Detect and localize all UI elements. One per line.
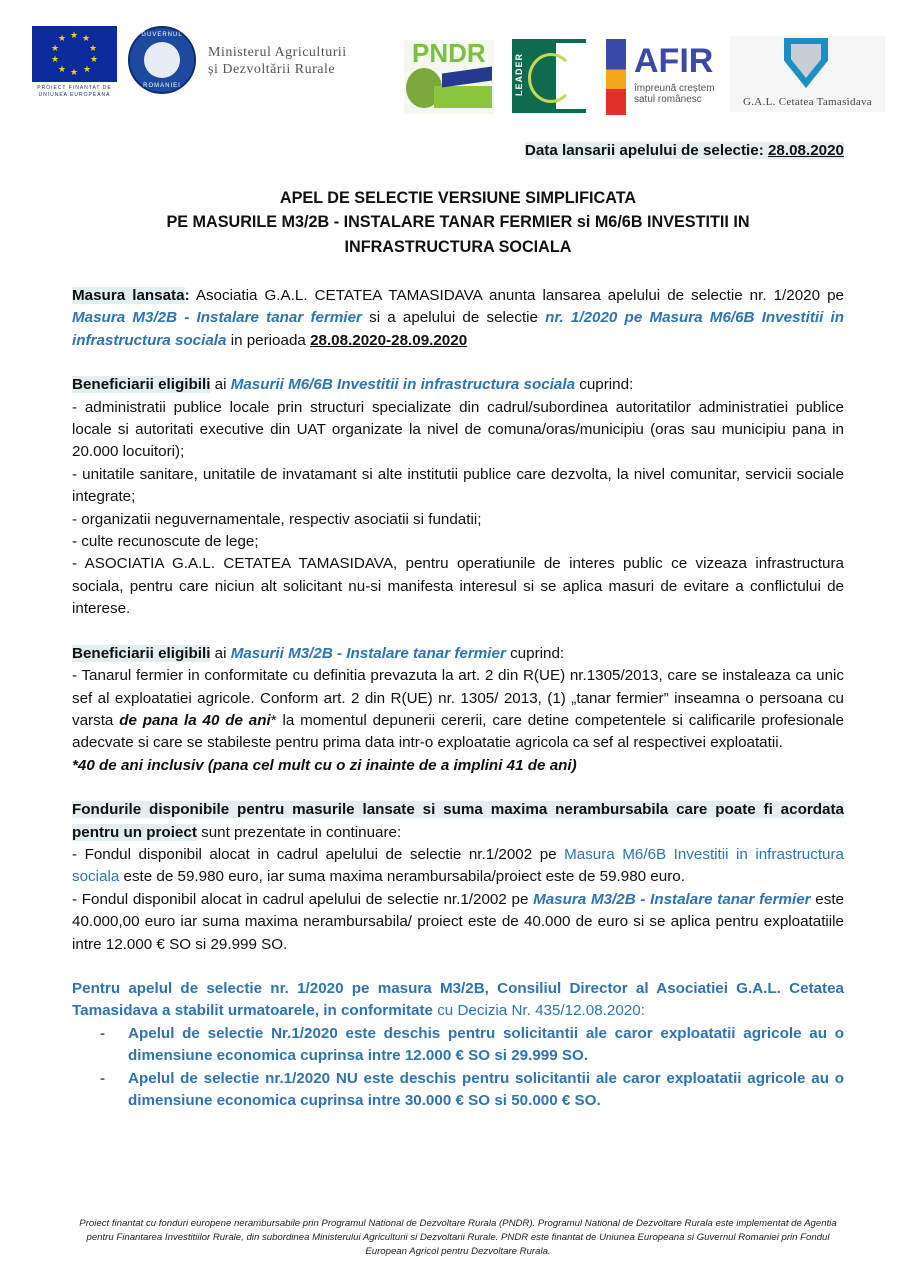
ministerul-agriculturii-logo bbox=[208, 44, 347, 78]
colon: : bbox=[184, 287, 190, 304]
text: ai bbox=[210, 644, 231, 662]
text: este 40.000,00 euro iar suma maxima nerambursabila/ proiect este de 40.000 de euro si se aplica pentru exploatatiile intre 12.000 € SO si 29.999 SO. bbox=[72, 890, 844, 953]
pndr-logo bbox=[404, 40, 494, 114]
leader-logo bbox=[512, 39, 586, 113]
text: si a apelului de selectie bbox=[361, 309, 546, 327]
ministry-line2: și Dezvoltării Rurale bbox=[208, 62, 336, 77]
gal-cetatea-tamasidava-logo bbox=[730, 36, 885, 112]
text: - Fondul disponibil alocat in cadrul apelului de selectie nr.1/2002 pe bbox=[72, 845, 565, 863]
afir-bars-icon bbox=[606, 39, 626, 115]
measure-m6-name: Masura M6/6B Investitii in infrastructura sociala bbox=[72, 845, 844, 886]
decision-reference: cu Decizia Nr. 435/12.08.2020: bbox=[437, 1002, 645, 1020]
launch-date-line bbox=[72, 140, 844, 162]
text: * la momentul depunerii cererii, care detine competentele si calificarile profesionale adecvate si care se stabileste pentru prima data intr-o exploatatie agricola ca sef al respectivei exploatatii. bbox=[72, 711, 844, 752]
text: - Fondul disponibil alocat in cadrul apelului de selectie nr.1/2002 pe bbox=[72, 890, 534, 908]
beneficiary-item: - culte recunoscute de lege; bbox=[72, 533, 259, 551]
afir-text: AFIR bbox=[634, 42, 714, 80]
beneficiary-item: - administratii publice locale prin structuri specializate din cadrul/subordinea autoritatilor administratiei publice locale si autoritati executive din UAT organizate la nivel de comuna/oras/municipiu (oras sau municipiu pana in 20.000 locuitori); bbox=[72, 398, 844, 461]
beneficiary-item: - ASOCIATIA G.A.L. CETATEA TAMASIDAVA, pentru operatiunile de interes public ce vizeaza infrastructura sociala, pentru care niciun alt solicitant nu-si manifesta interesul si se aplica masuri de evitare a conflictului de interese. bbox=[72, 555, 844, 618]
text: este de 59.980 euro, iar suma maxima nerambursabila/proiect este de 59.980 euro. bbox=[119, 868, 685, 886]
header-logos bbox=[0, 18, 898, 108]
measure-m3-name: Masurii M3/2B - Instalare tanar fermier bbox=[230, 644, 506, 662]
beneficiaries-m6-heading bbox=[72, 374, 844, 396]
bullet-dash: - bbox=[100, 1024, 106, 1042]
afir-logo bbox=[606, 39, 724, 115]
text: - Tanarul fermier in conformitate cu definitia prevazuta la art. 2 din R(UE) nr.1305/2013, care se instaleaza ca unic sef al exploatatiei agricole. Conform art. 2 din R(UE) nr. 1305/ 2013, (1) „tanar fermier” inseamna o persoana cu varsta bbox=[72, 667, 844, 729]
beneficiaries-label: Beneficiarii eligibili bbox=[72, 644, 211, 662]
young-farmer-definition bbox=[72, 665, 844, 755]
decision-list bbox=[72, 1023, 844, 1113]
beneficiary-item: - organizatii neguvernamentale, respectiv asociatii si fundatii; bbox=[72, 510, 482, 528]
call-period: 28.08.2020-28.09.2020 bbox=[310, 331, 468, 349]
decision-item bbox=[72, 1068, 844, 1113]
leader-seed-icon bbox=[528, 53, 574, 103]
beneficiaries-label: Beneficiarii eligibili bbox=[72, 376, 211, 394]
footer-note: Proiect finantat cu fonduri europene nerambursabile prin Programul National de Dezvoltare Rurala (PNDR). Programul National de Dezvoltare Rurala este implementat de Agentia pentru Finantarea Investitiilor Rurale, din subordinea Ministerului Agriculturii si Dezvoltarii Rurale. PNDR este finantat de Uniunea Europeana si Guvernul Romaniei prin Fondul European Agricol pentru Dezvoltare Rurala. bbox=[79, 1218, 837, 1257]
launch-date-value: 28.08.2020 bbox=[767, 142, 844, 159]
leader-text: LEADER bbox=[514, 53, 524, 97]
afir-tagline bbox=[634, 83, 715, 105]
text: cuprind: bbox=[505, 644, 565, 662]
decision-item bbox=[72, 1023, 844, 1068]
measure-m3-link: Masura M3/2B - Instalare tanar fermier bbox=[72, 309, 362, 327]
age-footnote: *40 de ani inclusiv (pana cel mult cu o zi inainte de a implini 41 de ani) bbox=[72, 756, 577, 774]
road-icon bbox=[442, 66, 492, 87]
funds-m6-item bbox=[72, 844, 844, 889]
text: cuprind: bbox=[575, 376, 634, 394]
beneficiaries-m3-heading bbox=[72, 643, 844, 665]
document-body bbox=[72, 285, 844, 1112]
measure-m3-name: Masura M3/2B - Instalare tanar fermier bbox=[533, 890, 811, 908]
title-line-3: INFRASTRUCTURA SOCIALA bbox=[344, 237, 572, 256]
age-limit: de pana la 40 de ani bbox=[119, 711, 271, 729]
gov-text-bottom: ROMANIEI bbox=[143, 83, 181, 89]
funds-label: Fondurile disponibile pentru masurile lansate si suma maxima nerambursabila care poate fi acordata pentru un proiect bbox=[72, 801, 844, 841]
eu-caption: PROIECT FINANTAT DE UNIUNEA EUROPEANA bbox=[37, 85, 112, 98]
text: sunt prezentate in continuare: bbox=[196, 823, 402, 841]
text: in perioada bbox=[226, 331, 311, 349]
title-line-1: APEL DE SELECTIE VERSIUNE SIMPLIFICATA bbox=[279, 189, 637, 207]
page-title bbox=[72, 186, 844, 259]
eu-flag-logo bbox=[32, 26, 117, 100]
text: Pentru apelul de selectie nr. 1/2020 pe masura M3/2B, Consiliul Director al Asociatiei G.A.L. Cetatea Tamasidava a stabilit urmatoarele, in conformitate bbox=[72, 979, 844, 1020]
title-line-2: PE MASURILE M3/2B - INSTALARE TANAR FERMIER si M6/6B INVESTITII IN bbox=[166, 213, 750, 232]
afir-tagline-2: satul românesc bbox=[634, 94, 702, 105]
measure-launched-paragraph bbox=[72, 285, 844, 352]
ministry-line1: Ministerul Agriculturii bbox=[208, 45, 347, 60]
text: ai bbox=[210, 376, 231, 394]
decision-item-text: Apelul de selectie nr.1/2020 NU este deschis pentru solicitantii ale caror exploatatii agricole au o dimensiune economica cuprinsa intre 30.000 € SO si 50.000 € SO. bbox=[128, 1069, 844, 1109]
pndr-text: PNDR bbox=[412, 38, 486, 68]
bullet-dash: - bbox=[100, 1069, 106, 1087]
coat-of-arms-icon bbox=[144, 42, 180, 78]
guvernul-romaniei-logo bbox=[128, 26, 196, 94]
launch-date-label: Data lansarii apelului de selectie: bbox=[524, 142, 768, 159]
gov-text-top: GUVERNUL bbox=[141, 32, 183, 38]
decision-item-text: Apelul de selectie Nr.1/2020 este deschis pentru solicitantii ale caror exploatatii agricole au o dimensiune economica cuprinsa intre 12.000 € SO si 29.999 SO. bbox=[128, 1024, 844, 1065]
text: Asociatia G.A.L. CETATEA TAMASIDAVA anunta lansarea apelului de selectie nr. 1/2020 pe bbox=[189, 287, 844, 304]
field-icon bbox=[434, 86, 492, 108]
funds-heading bbox=[72, 799, 844, 844]
gal-text: G.A.L. Cetatea Tamasidava bbox=[742, 96, 872, 108]
decision-intro bbox=[72, 978, 844, 1023]
launch-date-highlight bbox=[525, 142, 844, 159]
beneficiary-item: - unitatile sanitare, unitatile de invatamant si alte institutii publice care dezvolta, la nivel comunitar, servicii sociale integrate; bbox=[72, 465, 844, 506]
measure-launched-label: Masura lansata bbox=[72, 287, 185, 304]
measure-m6-name: Masurii M6/6B Investitii in infrastructura sociala bbox=[230, 376, 576, 394]
measure-m6-link: nr. 1/2020 pe Masura M6/6B Investitii in infrastructura sociala bbox=[72, 309, 844, 349]
funds-m3-item bbox=[72, 889, 844, 956]
afir-tagline-1: împreună creștem bbox=[634, 83, 715, 94]
eu-flag-icon: ★ ★ ★ ★ ★ ★ ★ ★ ★ ★ bbox=[32, 26, 117, 82]
